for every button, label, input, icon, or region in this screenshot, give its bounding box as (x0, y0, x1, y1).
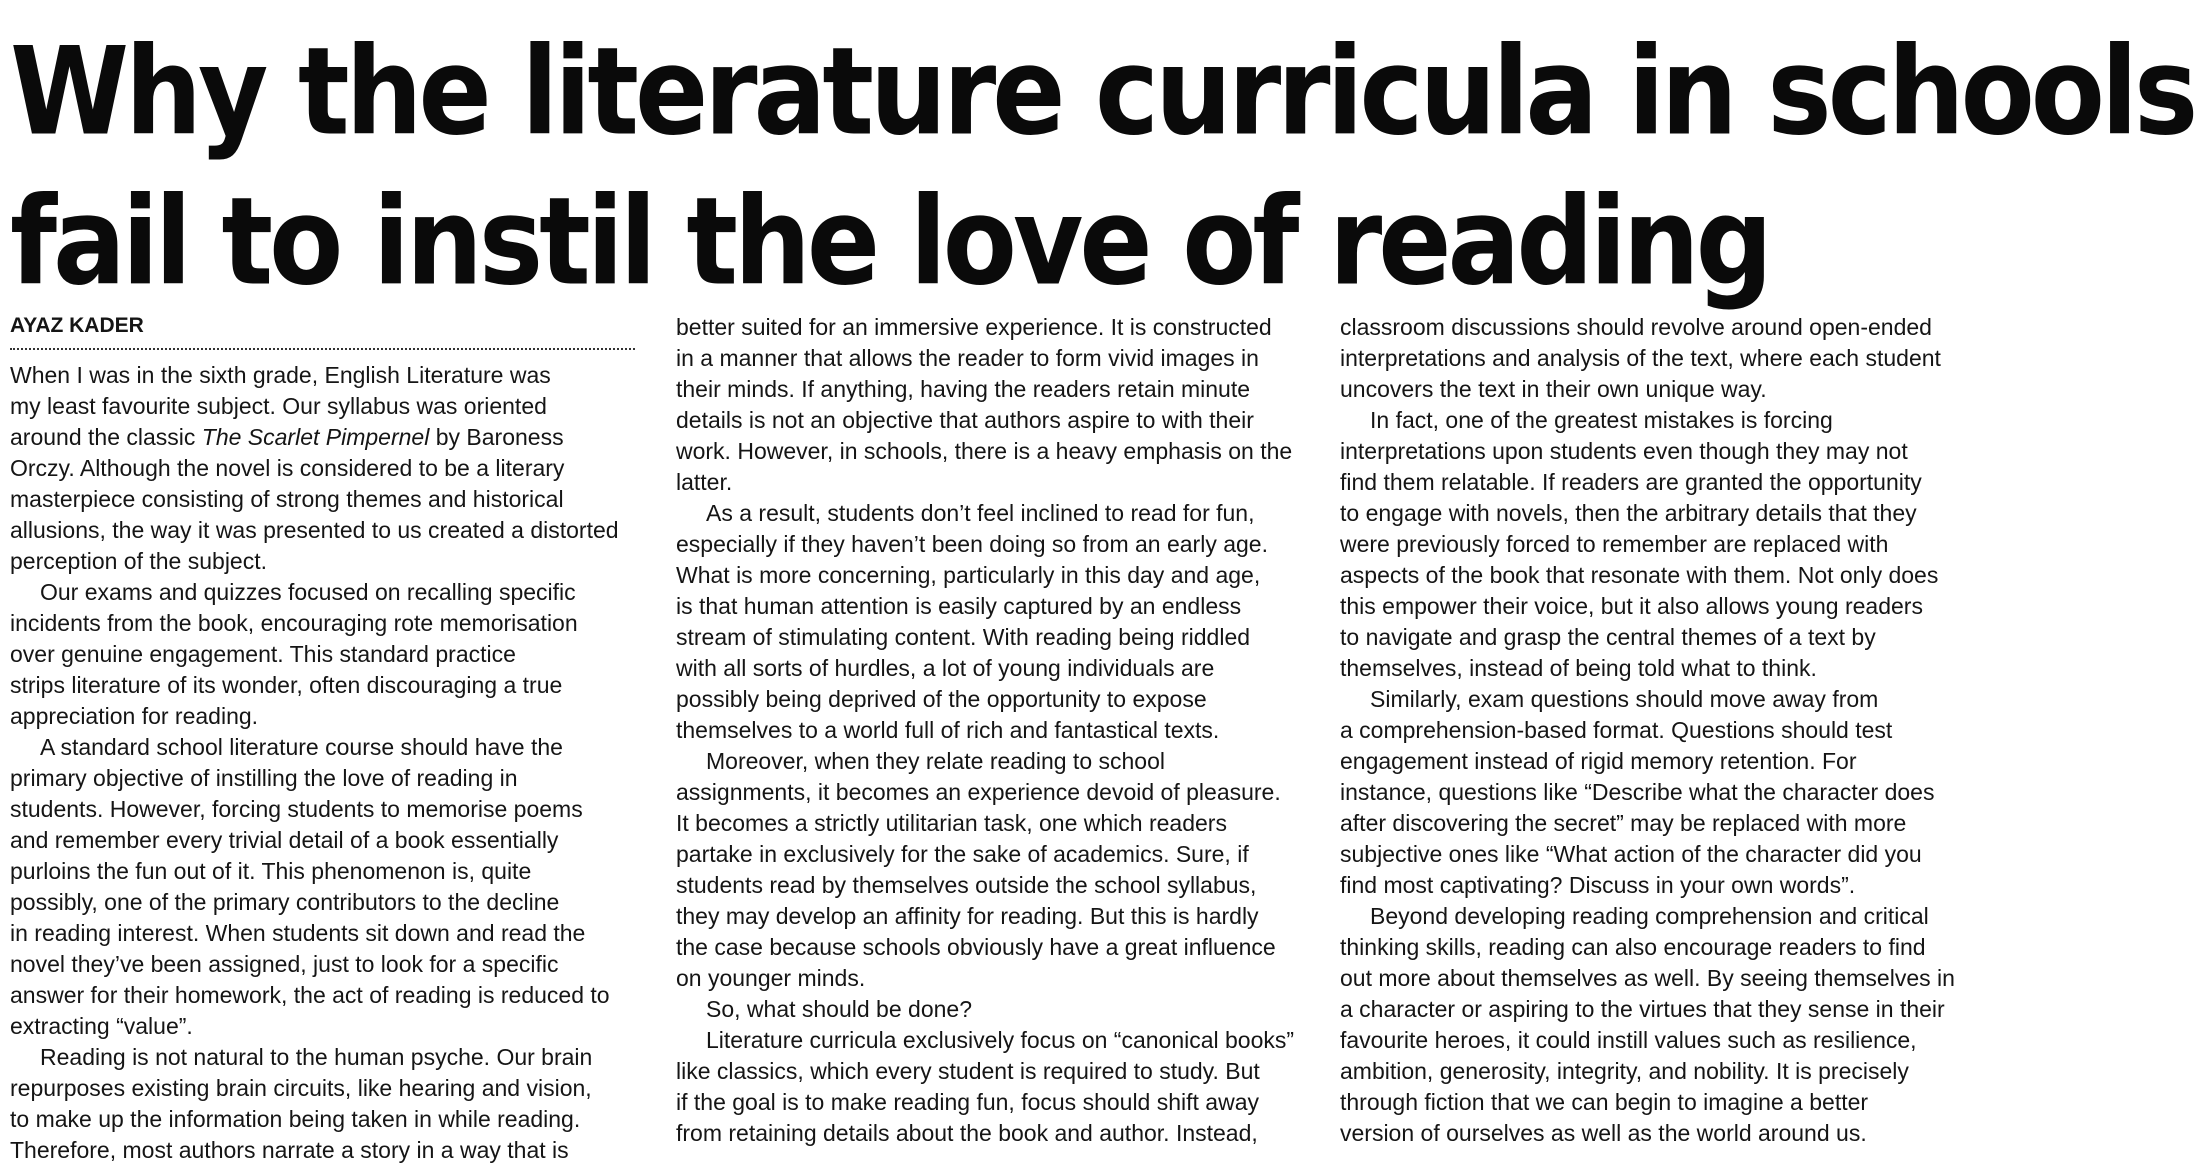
text-line: interpretations and analysis of the text, where each student (1340, 345, 1941, 371)
text-line: to make up the information being taken in while reading. (10, 1106, 581, 1132)
text-line: So, what should be done? (706, 996, 972, 1022)
text-line: interpretations upon students even though they may not (1340, 438, 1908, 464)
text-line: like classics, which every student is required to study. But (676, 1058, 1260, 1084)
text-line: better suited for an immersive experience. It is constructed (676, 314, 1272, 340)
text-line: allusions, the way it was presented to us created a distorted (10, 517, 619, 543)
text-line: students. However, forcing students to memorise poems (10, 796, 583, 822)
text-line: details is not an objective that authors aspire to with their (676, 407, 1254, 433)
text-line: over genuine engagement. This standard practice (10, 641, 516, 667)
text-line: perception of the subject. (10, 548, 267, 574)
text-line: Beyond developing reading comprehension and critical (1370, 903, 1929, 929)
text-line: a character or aspiring to the virtues that they sense in their (1340, 996, 1945, 1022)
text-line: they may develop an affinity for reading. But this is hardly (676, 903, 1259, 929)
text-line: uncovers the text in their own unique way. (1340, 376, 1767, 402)
text-line: with all sorts of hurdles, a lot of young individuals are (676, 655, 1215, 681)
text-line: and remember every trivial detail of a book essentially (10, 827, 559, 853)
text-line: masterpiece consisting of strong themes and historical (10, 486, 564, 512)
article-column-1 (10, 312, 635, 1166)
text-line: in reading interest. When students sit down and read the (10, 920, 586, 946)
text-line: their minds. If anything, having the readers retain minute (676, 376, 1251, 402)
book-title: The Scarlet Pimpernel (201, 424, 430, 450)
text-line: themselves to a world full of rich and fantastical texts. (676, 717, 1220, 743)
text-line: is that human attention is easily captured by an endless (676, 593, 1242, 619)
text-line: stream of stimulating content. With reading being riddled (676, 624, 1251, 650)
text-line: thinking skills, reading can also encourage readers to find (1340, 934, 1926, 960)
text-line: In fact, one of the greatest mistakes is forcing (1370, 407, 1833, 433)
text-line: through fiction that we can begin to imagine a better (1340, 1089, 1869, 1115)
text-line: a comprehension-based format. Questions should test (1340, 717, 1893, 743)
text-line: strips literature of its wonder, often discouraging a true (10, 672, 563, 698)
text-line: What is more concerning, particularly in this day and age, (676, 562, 1261, 588)
text-line: Our exams and quizzes focused on recalling specific (40, 579, 576, 605)
text-line: to engage with novels, then the arbitrary details that they (1340, 500, 1917, 526)
text-line: themselves, instead of being told what to think. (1340, 655, 1817, 681)
text-line: As a result, students don’t feel inclined to read for fun, (706, 500, 1255, 526)
text-line: Therefore, most authors narrate a story in a way that is (10, 1137, 569, 1163)
text-line: subjective ones like “What action of the character did you (1340, 841, 1922, 867)
text-line: incidents from the book, encouraging rote memorisation (10, 610, 578, 636)
text-line: version of ourselves as well as the world around us. (1340, 1120, 1867, 1146)
text-line: instance, questions like “Describe what the character does (1340, 779, 1935, 805)
text-line: my least favourite subject. Our syllabus was oriented (10, 393, 547, 419)
text-line: answer for their homework, the act of reading is reduced to (10, 982, 610, 1008)
text-line: the case because schools obviously have a great influence (676, 934, 1276, 960)
text-segment: around the classic (10, 424, 202, 450)
text-line: engagement instead of rigid memory retention. For (1340, 748, 1857, 774)
text-line: Moreover, when they relate reading to school (706, 748, 1165, 774)
text-line: Literature curricula exclusively focus on “canonical books” (706, 1027, 1295, 1053)
byline: AYAZ KADER (10, 312, 635, 350)
text-line: possibly being deprived of the opportunity to expose (676, 686, 1207, 712)
text-line: When I was in the sixth grade, English Literature was (10, 362, 551, 388)
text-line: assignments, it becomes an experience devoid of pleasure. (676, 779, 1281, 805)
text-line: students read by themselves outside the school syllabus, (676, 872, 1257, 898)
headline-line-1: Why the literature curricula in schools (10, 22, 2194, 163)
text-line: Reading is not natural to the human psyche. Our brain (40, 1044, 593, 1070)
text-line: if the goal is to make reading fun, focus should shift away (676, 1089, 1259, 1115)
text-line: extracting “value”. (10, 1013, 193, 1039)
text-segment: by Baroness (429, 424, 564, 450)
text-line: were previously forced to remember are replaced with (1340, 531, 1889, 557)
text-line: this empower their voice, but it also allows young readers (1340, 593, 1923, 619)
text-line: latter. (676, 469, 733, 495)
text-line: possibly, one of the primary contributors to the decline (10, 889, 560, 915)
text-line: novel they’ve been assigned, just to look for a specific (10, 951, 559, 977)
text-line: primary objective of instilling the love of reading in (10, 765, 518, 791)
text-line: on younger minds. (676, 965, 866, 991)
text-line (10, 422, 635, 453)
text-line: after discovering the secret” may be replaced with more (1340, 810, 1907, 836)
text-line: Similarly, exam questions should move away from (1370, 686, 1879, 712)
text-line: find most captivating? Discuss in your own words”. (1340, 872, 1856, 898)
text-line: in a manner that allows the reader to form vivid images in (676, 345, 1259, 371)
article-column-2 (676, 312, 1301, 1149)
text-line: favourite heroes, it could instill values such as resilience, (1340, 1027, 1917, 1053)
text-line: partake in exclusively for the sake of academics. Sure, if (676, 841, 1249, 867)
text-line: especially if they haven’t been doing so from an early age. (676, 531, 1268, 557)
text-line: work. However, in schools, there is a heavy emphasis on the (676, 438, 1293, 464)
text-line: A standard school literature course should have the (40, 734, 563, 760)
text-line: ambition, generosity, integrity, and nobility. It is precisely (1340, 1058, 1909, 1084)
headline (10, 18, 2194, 318)
text-line: classroom discussions should revolve around open-ended (1340, 314, 1932, 340)
text-line: out more about themselves as well. By seeing themselves in (1340, 965, 1955, 991)
text-line: Orczy. Although the novel is considered to be a literary (10, 455, 565, 481)
text-line: aspects of the book that resonate with them. Not only does (1340, 562, 1939, 588)
headline-line-2: fail to instil the love of reading (10, 172, 1769, 313)
text-line: appreciation for reading. (10, 703, 259, 729)
text-line: repurposes existing brain circuits, like hearing and vision, (10, 1075, 592, 1101)
text-line: from retaining details about the book and author. Instead, (676, 1120, 1258, 1146)
text-line: find them relatable. If readers are granted the opportunity (1340, 469, 1922, 495)
text-line: to navigate and grasp the central themes of a text by (1340, 624, 1876, 650)
article-column-3 (1340, 312, 1965, 1149)
text-line: purloins the fun out of it. This phenomenon is, quite (10, 858, 532, 884)
text-line: It becomes a strictly utilitarian task, one which readers (676, 810, 1227, 836)
